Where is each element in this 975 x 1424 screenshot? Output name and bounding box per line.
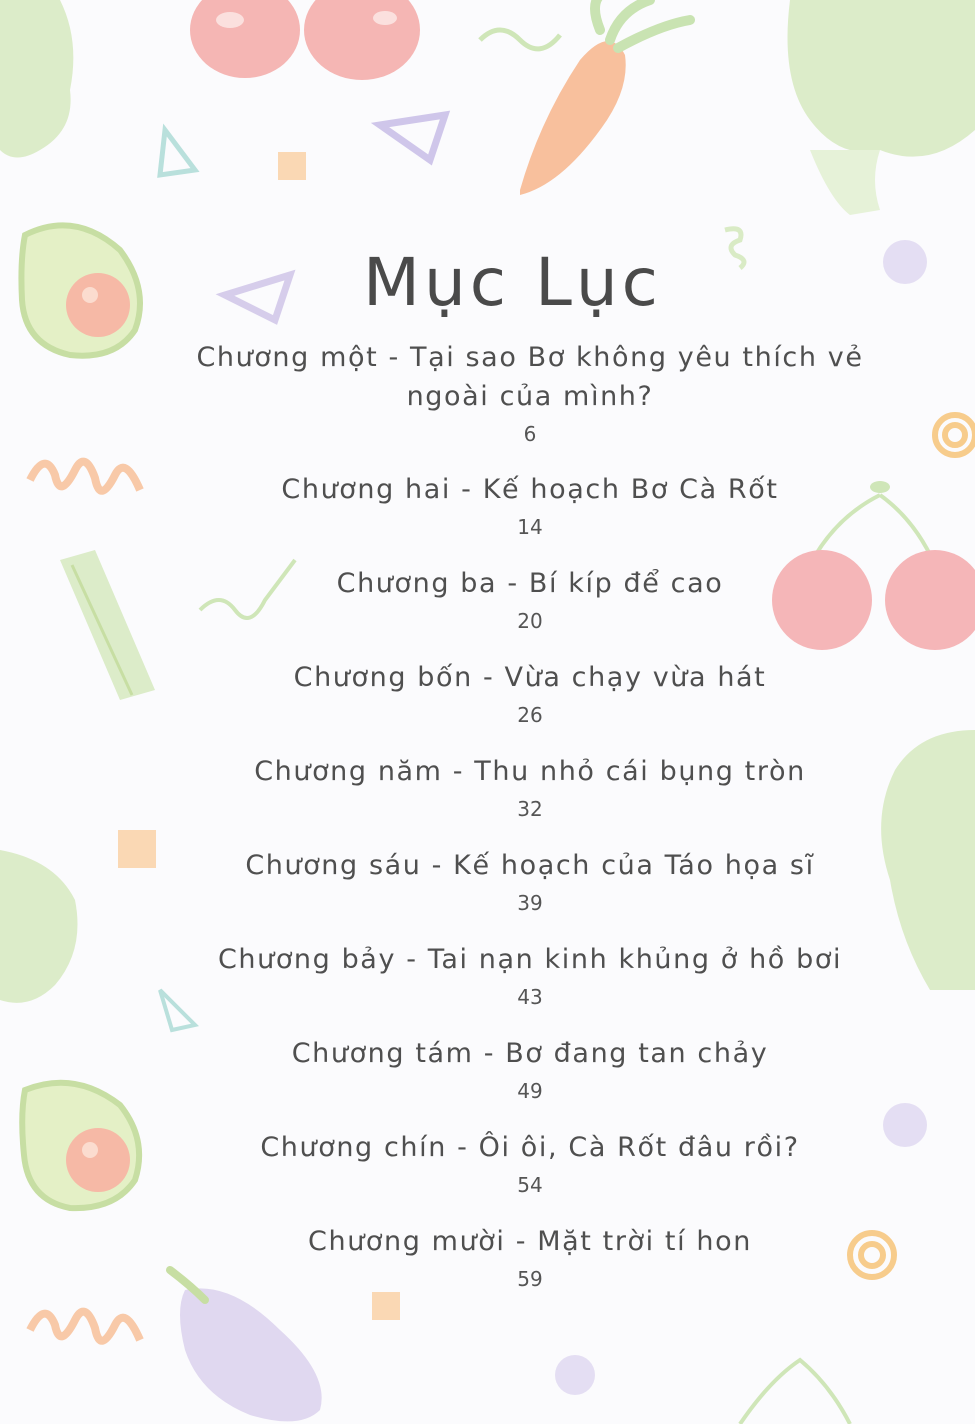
chapter-title: Chương bốn - Vừa chạy vừa hát <box>293 662 767 693</box>
chapter-page-number: 32 <box>517 797 543 821</box>
chapter-page-number: 6 <box>523 422 537 446</box>
chapter-page-number: 54 <box>517 1173 543 1197</box>
chapter-title: Chương tám - Bơ đang tan chảy <box>291 1038 769 1069</box>
page-title: Mục Lục <box>363 244 662 322</box>
chapter-title: Chương mười - Mặt trời tí hon <box>308 1226 752 1257</box>
chapter-title: Chương một - Tại sao Bơ không yêu thích vẻ ngoài của mình? <box>196 342 864 412</box>
chapter-page-number: 39 <box>517 891 543 915</box>
chapter-title: Chương bảy - Tai nạn kinh khủng ở hồ bơi <box>217 944 843 975</box>
chapter-title: Chương ba - Bí kíp để cao <box>336 568 724 599</box>
chapter-page-number: 14 <box>517 515 543 539</box>
chapter-title: Chương hai - Kế hoạch Bơ Cà Rốt <box>281 474 779 505</box>
toc-entry <box>150 658 910 728</box>
toc-entry <box>150 1222 910 1292</box>
toc-entry <box>150 1128 910 1198</box>
chapter-page-number: 26 <box>517 703 543 727</box>
toc-entry <box>150 338 910 447</box>
chapter-title: Chương sáu - Kế hoạch của Táo họa sĩ <box>245 850 815 881</box>
chapter-page-number: 20 <box>517 609 543 633</box>
chapter-title: Chương chín - Ôi ôi, Cà Rốt đâu rồi? <box>260 1132 800 1163</box>
chapter-page-number: 49 <box>517 1079 543 1103</box>
toc-entry <box>150 564 910 634</box>
toc-entry <box>150 940 910 1010</box>
toc-entry <box>150 470 910 540</box>
chapter-page-number: 43 <box>517 985 543 1009</box>
chapter-page-number: 59 <box>517 1267 543 1291</box>
toc-entry <box>150 1034 910 1104</box>
toc-entry <box>150 752 910 822</box>
chapter-title: Chương năm - Thu nhỏ cái bụng tròn <box>254 756 806 787</box>
toc-entry <box>150 846 910 916</box>
